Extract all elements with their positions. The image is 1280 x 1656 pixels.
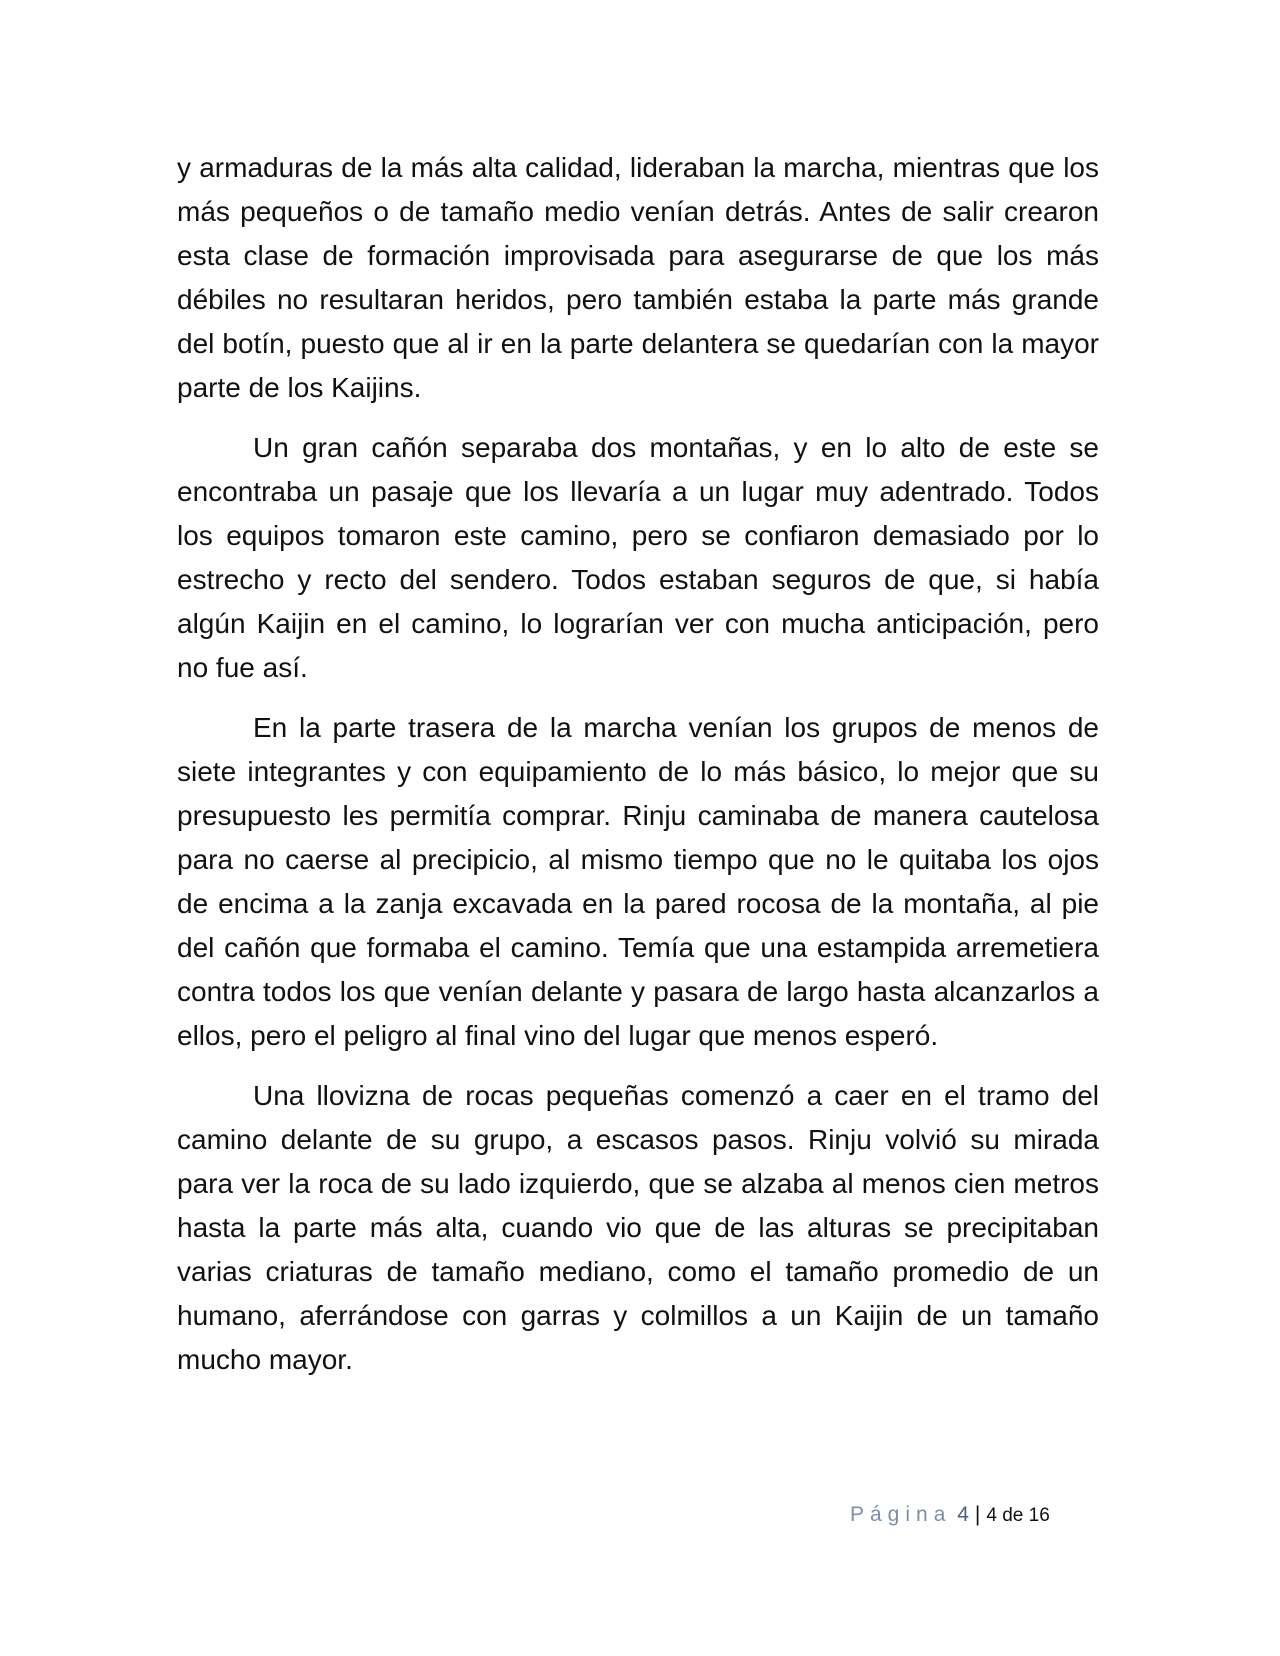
paragraph-4: Una llovizna de rocas pequeñas comenzó a caer en el tramo del camino delante de su grupo, a escasos pasos. Rinju volvió su mirada para ver la roca de su lado izquierdo, que se alzaba al menos cien metros hasta la parte más alta, cuando vio que de las alturas se precipitaban varias criaturas de tamaño mediano, como el tamaño promedio de un humano, aferrándose con garras y colmillos a un Kaijin de un tamaño mucho mayor. <box>177 1080 1099 1375</box>
paragraph-1: y armaduras de la más alta calidad, lideraban la marcha, mientras que los más pequeños o de tamaño medio venían detrás. Antes de salir crearon esta clase de formación improvisada para asegurarse de que los más débiles no resultaran heridos, pero también estaba la parte más grande del botín, puesto que al ir en la parte delantera se quedarían con la mayor parte de los Kaijins. <box>177 152 1099 403</box>
footer-separator: | <box>974 1503 981 1526</box>
page-footer <box>850 1500 1070 1531</box>
page-count: 4 de 16 <box>986 1505 1050 1526</box>
page-number: 4 <box>957 1503 969 1526</box>
paragraph-3: En la parte trasera de la marcha venían los grupos de menos de siete integrantes y con equipamiento de lo más básico, lo mejor que su presupuesto les permitía comprar. Rinju caminaba de manera cautelosa para no caerse al precipicio, al mismo tiempo que no le quitaba los ojos de encima a la zanja excavada en la pared rocosa de la montaña, al pie del cañón que formaba el camino. Temía que una estampida arremetiera contra todos los que venían delante y pasara de largo hasta alcanzarlos a ellos, pero el peligro al final vino del lugar que menos esperó. <box>177 712 1099 1051</box>
page-label: Página <box>850 1503 952 1526</box>
paragraph-2: Un gran cañón separaba dos montañas, y en lo alto de este se encontraba un pasaje que los llevaría a un lugar muy adentrado. Todos los equipos tomaron este camino, pero se confiaron demasiado por lo estrecho y recto del sendero. Todos estaban seguros de que, si había algún Kaijin en el camino, lo lograrían ver con mucha anticipación, pero no fue así. <box>177 432 1099 683</box>
body-text <box>177 146 1099 1398</box>
